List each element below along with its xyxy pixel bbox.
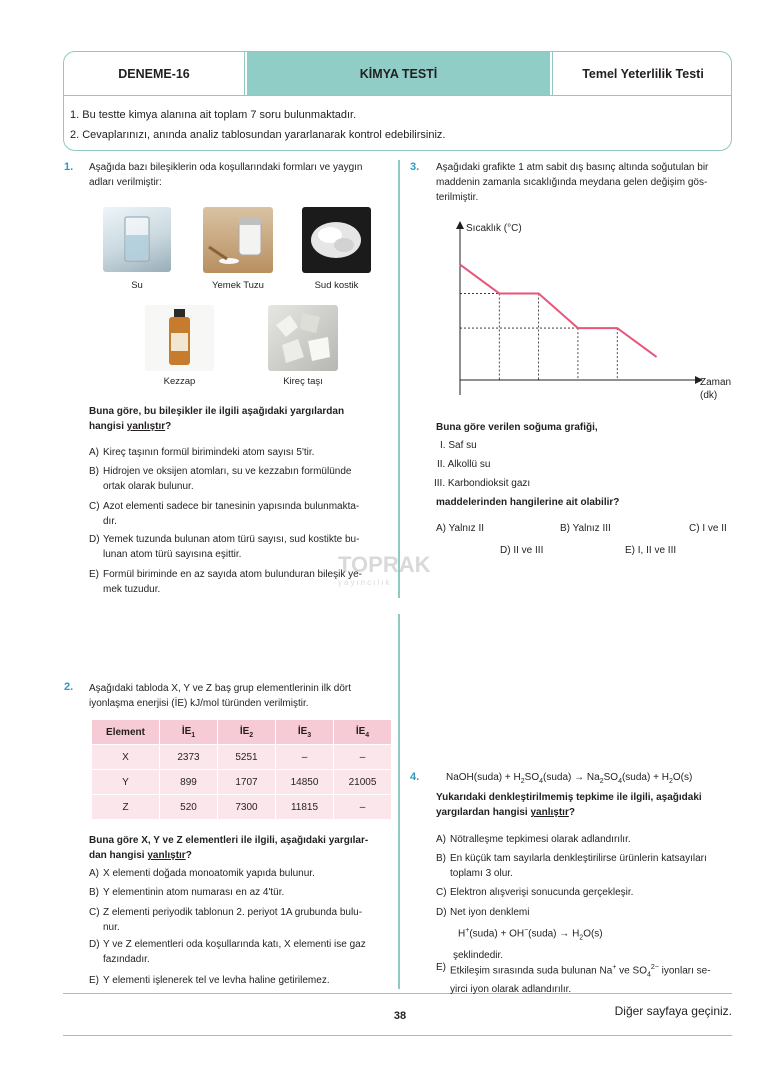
y-axis-label: Sıcaklık (°C): [466, 223, 522, 234]
q2-option-e[interactable]: E) Y elementi işlenerek tel ve levha haline getirilemez.: [89, 975, 330, 986]
table-header-ie1: $İE_1$: [160, 720, 218, 745]
table-cell: 14850: [276, 770, 334, 795]
q3-intro-line3: terilmiştir.: [436, 192, 479, 203]
q3-option-d[interactable]: D) II ve III: [500, 545, 544, 556]
watermark-name: TOPRAK: [338, 552, 431, 577]
header-frame: [63, 51, 732, 151]
column-divider-top: [398, 160, 400, 598]
x-axis-label: Zaman: [700, 377, 732, 388]
q2-intro-line2: iyonlaşma enerjisi (İE) kJ/mol türünden verilmiştir.: [89, 698, 309, 709]
page-number: 38: [393, 1010, 407, 1022]
q4-stem-line2: yargılardan hangisi yanlıştır?: [436, 807, 575, 818]
table-row: [92, 795, 392, 820]
question-2-number: 2.: [64, 681, 74, 693]
q4-option-e[interactable]: E) Etkileşim sırasında suda bulunan Na+ ve $SO_4^{2-}$ iyonları se- yirci iyon olarak adlandırılır.: [436, 962, 711, 996]
column-divider-bottom: [398, 614, 400, 989]
test-title: KİMYA TESTİ: [247, 52, 550, 95]
water-glass-icon: [103, 207, 171, 272]
table-header-row: [92, 720, 392, 745]
q4-stem-line1: Yukarıdaki denkleştirilmemiş tepkime ile ilgili, aşağıdaki: [436, 792, 702, 803]
water-glass-image: [103, 207, 171, 272]
q1-stem-line2: hangisi yanlıştır?: [89, 421, 172, 432]
q2-stem-line1: Buna göre X, Y ve Z elementleri ile ilgili, aşağıdaki yargılar-: [89, 835, 369, 846]
table-cell: 1707: [218, 770, 276, 795]
question-1-number: 1.: [64, 161, 74, 173]
y-axis-arrow: [456, 221, 464, 229]
table-cell: 11815: [276, 795, 334, 820]
table-cell: 899: [160, 770, 218, 795]
table-header-element: Element: [92, 720, 160, 745]
table-cell: 21005: [334, 770, 392, 795]
table-salt-image: [203, 207, 273, 273]
instruction-1: 1. Bu testte kimya alanına ait toplam 7 soru bulunmaktadır.: [70, 109, 357, 121]
chart-guides: [460, 293, 617, 380]
test-type: Temel Yeterlilik Testi: [552, 52, 732, 95]
table-header-ie3: $İE_3$: [276, 720, 334, 745]
table-cell: 5251: [218, 745, 276, 770]
q3-option-a[interactable]: A) Yalnız II: [436, 523, 484, 534]
instruction-2: 2. Cevaplarınızı, anında analiz tablosundan yararlanarak kontrol edebilirsiniz.: [70, 129, 446, 141]
q4-option-c[interactable]: C) Elektron alışverişi sonucunda gerçekleşir.: [436, 887, 634, 898]
q2-option-b[interactable]: B) Y elementinin atom numarası en az 4'tür.: [89, 887, 285, 898]
table-header-ie2: $İE_2$: [218, 720, 276, 745]
q1-option-d[interactable]: D) Yemek tuzunda bulunan atom türü sayısı, sud kostikte bu- lunan atom türü sayısına eşittir.: [89, 534, 360, 560]
watermark-tagline: yayıncılık: [338, 578, 392, 587]
q1-option-a[interactable]: A) Kireç taşının formül birimindeki atom sayısı 5'tir.: [89, 447, 315, 458]
q4-option-d[interactable]: D) Net iyon denklemi H+(suda) + OH−(suda) → $H_2O(s)$ şeklindedir.: [436, 907, 603, 962]
caustic-soda-image: [302, 207, 371, 273]
table-cell: –: [334, 745, 392, 770]
question-3-number: 3.: [410, 161, 420, 173]
q4-equation: NaOH(suda) + $H_2SO_4(suda)$ → $Na_2SO_4(suda) + H_2O(s)$: [446, 772, 693, 785]
ionization-energy-table: [91, 719, 392, 820]
caption-salt: Yemek Tuzu: [212, 280, 264, 291]
q3-option-c[interactable]: C) I ve II: [689, 523, 727, 534]
table-cell: –: [276, 745, 334, 770]
chart-series: [460, 265, 657, 357]
question-4-number: 4.: [410, 771, 420, 783]
q3-intro-line1: Aşağıdaki grafikte 1 atm sabit dış basınç altında soğutulan bir: [436, 162, 709, 173]
q3-item-3: III. Karbondioksit gazı: [434, 478, 531, 489]
table-cell: 7300: [218, 795, 276, 820]
q3-item-2: II. Alkollü su: [437, 459, 491, 470]
q4-option-b[interactable]: B) En küçük tam sayılarla denkleştirilirse ürünlerin katsayıları toplamı 3 olur.: [436, 853, 707, 879]
caustic-flakes-icon: [302, 207, 371, 273]
limestone-image: [268, 305, 338, 371]
q3-stem-line2: maddelerinden hangilerine ait olabilir?: [436, 497, 620, 508]
table-cell: Y: [92, 770, 160, 795]
next-page-note: Diğer sayfaya geçiniz.: [614, 1004, 732, 1018]
caption-water: Su: [131, 280, 143, 291]
table-cell: 520: [160, 795, 218, 820]
table-row: [92, 770, 392, 795]
nitric-acid-image: [145, 305, 214, 371]
q1-option-b[interactable]: B) Hidrojen ve oksijen atomları, su ve kezzabın formülünde ortak olarak bulunur.: [89, 466, 352, 492]
x-axis-unit: (dk): [700, 390, 718, 401]
table-cell: 2373: [160, 745, 218, 770]
cooling-chart: [420, 215, 740, 415]
table-header-ie4: $İE_4$: [334, 720, 392, 745]
caption-limestone: Kireç taşı: [283, 376, 323, 387]
caption-caustic-soda: Sud kostik: [314, 280, 359, 291]
q3-intro-line2: maddenin zamanla sıcaklığında meydana gelen değişim gös-: [436, 177, 708, 188]
q1-option-e[interactable]: E) Formül biriminde en az sayıda atom bulunduran bileşik ye- mek tuzudur.: [89, 569, 363, 595]
q1-option-c[interactable]: C) Azot elementi sadece bir tanesinin yapısında bulunmakta- dır.: [89, 501, 360, 527]
q1-stem-line1: Buna göre, bu bileşikler ile ilgili aşağıdaki yargılardan: [89, 406, 345, 417]
q3-stem-line1: Buna göre verilen soğuma grafiği,: [436, 422, 598, 433]
publisher-watermark: [338, 552, 431, 587]
q2-stem-line2: dan hangisi yanlıştır?: [89, 850, 192, 861]
q1-intro-line1: Aşağıda bazı bileşiklerin oda koşullarındaki formları ve yaygın: [89, 162, 363, 173]
chart-axes: [456, 221, 703, 395]
exam-label: DENEME-16: [64, 52, 245, 95]
q2-option-c[interactable]: C) Z elementi periyodik tablonun 2. periyot 1A grubunda bulu- nur.: [89, 907, 363, 933]
q3-option-e[interactable]: E) I, II ve III: [625, 545, 677, 556]
q4-option-a[interactable]: A) Nötralleşme tepkimesi olarak adlandırılır.: [436, 834, 631, 845]
limestone-icon: [268, 305, 338, 371]
salt-shaker-icon: [203, 207, 273, 273]
table-cell: Z: [92, 795, 160, 820]
q3-item-1: I. Saf su: [440, 440, 477, 451]
q1-intro-line2: adları verilmiştir:: [89, 177, 162, 188]
q2-option-a[interactable]: A) X elementi doğada monoatomik yapıda bulunur.: [89, 868, 315, 879]
footer-divider: [63, 1035, 732, 1036]
q3-option-b[interactable]: B) Yalnız III: [560, 523, 611, 534]
header-divider: [64, 95, 731, 96]
table-row: [92, 745, 392, 770]
cooling-curve: [460, 265, 657, 357]
q2-option-d[interactable]: D) Y ve Z elementleri oda koşullarında katı, X elementi ise gaz fazındadır.: [89, 939, 366, 965]
table-cell: X: [92, 745, 160, 770]
caption-nitric-acid: Kezzap: [163, 376, 196, 387]
q2-intro-line1: Aşağıdaki tabloda X, Y ve Z baş grup elementlerinin ilk dört: [89, 683, 352, 694]
table-cell: –: [334, 795, 392, 820]
acid-bottle-icon: [145, 305, 214, 371]
